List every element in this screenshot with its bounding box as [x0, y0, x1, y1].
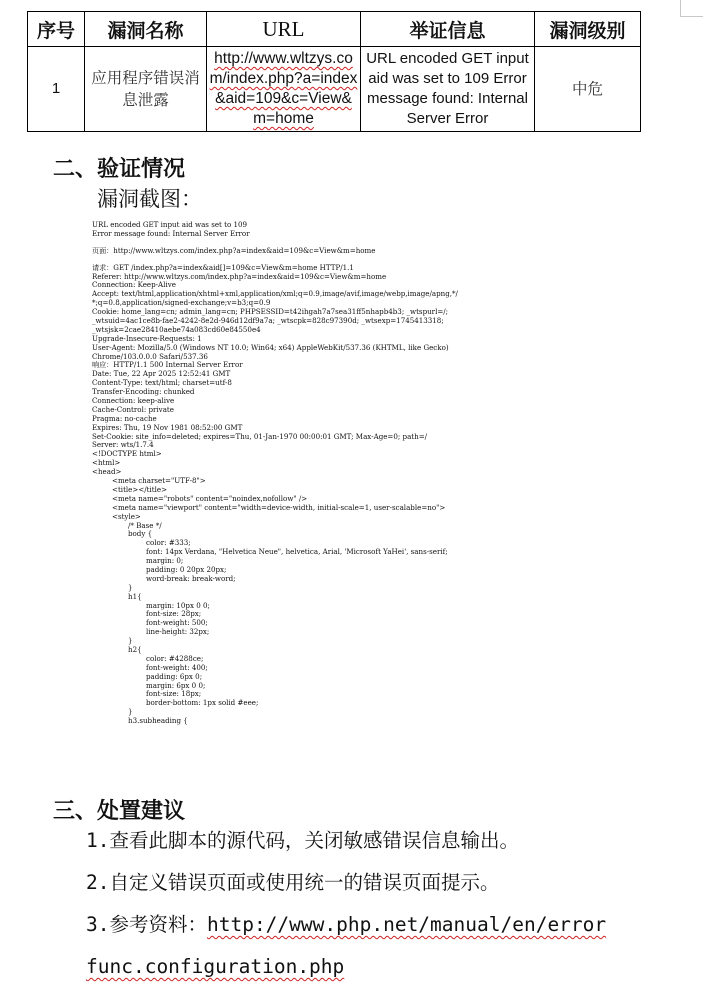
header-evidence: 举证信息 — [361, 12, 535, 47]
screenshot-text-line: Cookie: home_lang=cn; admin_lang=cn; PHPSESSID=t42ihgah7a7sea31ff5nhapb4b3; _wtspurl=/; — [92, 307, 449, 317]
screenshot-text-line: Accept: text/html,application/xhtml+xml,application/xml;q=0.9,image/avif,image/webp,image/apng,*/ — [92, 289, 458, 299]
screenshot-text-line: Error message found: Internal Server Error — [92, 228, 250, 238]
recommendation-item-3 — [86, 912, 606, 938]
cell-url — [207, 47, 361, 132]
cell-vuln-name: 应用程序错误消息泄露 — [85, 47, 207, 132]
cell-evidence: URL encoded GET input aid was set to 109 Error message found: Internal Server Error — [361, 47, 535, 132]
recommendation-item-3-prefix: 3.参考资料： — [86, 913, 207, 936]
vulnerability-screenshot — [92, 221, 662, 773]
screenshot-text-line: Content-Type: text/html; charset=utf-8 — [92, 378, 232, 388]
screenshot-text-line: Chrome/103.0.0.0 Safari/537.36 — [92, 351, 208, 361]
cell-index: 1 — [28, 47, 85, 132]
table-header-row — [28, 12, 641, 47]
screenshot-text-line: font-size: 18px; — [146, 689, 202, 699]
cell-level: 中危 — [535, 47, 641, 132]
header-vuln-name: 漏洞名称 — [85, 12, 207, 47]
screenshot-text-line: <title></title> — [112, 484, 168, 494]
screenshot-text-line: /* Base */ — [128, 520, 162, 530]
page-corner-mark — [680, 0, 703, 17]
screenshot-text-line: font-weight: 500; — [146, 618, 208, 628]
screenshot-text-line: margin: 10px 0 0; — [146, 600, 210, 610]
screenshot-text-line: body { — [128, 529, 153, 539]
screenshot-text-line: margin: 0; — [146, 556, 184, 566]
screenshot-text-line: Expires: Thu, 19 Nov 1981 08:52:00 GMT — [92, 422, 243, 432]
url-link[interactable]: http://www.wltzys.com/index.php?a=index&aid=109&c=View&m=home — [209, 50, 358, 127]
screenshot-text-line: color: #4288ce; — [146, 653, 204, 663]
screenshot-text-line: User-Agent: Mozilla/5.0 (Windows NT 10.0; Win64; x64) AppleWebKit/537.36 (KHTML, like Gecko) — [92, 342, 449, 352]
screenshot-text-line: <style> — [112, 511, 141, 521]
screenshot-text-line: *;q=0.8,application/signed-exchange;v=b3;q=0.9 — [92, 298, 271, 308]
screenshot-text-line: Date: Tue, 22 Apr 2025 12:52:41 GMT — [92, 369, 231, 379]
screenshot-text-line: Cache-Control: private — [92, 404, 174, 414]
screenshot-text-line: <meta name="viewport" content="width=device-width, initial-scale=1, user-scalable=no"> — [112, 502, 446, 512]
recommendation-item-1: 1.查看此脚本的源代码，关闭敏感错误信息输出。 — [86, 829, 519, 852]
screenshot-text-line: Upgrade-Insecure-Requests: 1 — [92, 333, 202, 343]
screenshot-text-line: border-bottom: 1px solid #eee; — [146, 698, 259, 708]
screenshot-text-line: h1{ — [128, 591, 142, 601]
screenshot-text-line: font-size: 28px; — [146, 609, 202, 619]
screenshot-text-line: } — [128, 582, 133, 592]
section-heading-verification: 二、验证情况 — [53, 156, 186, 182]
screenshot-text-line: Pragma: no-cache — [92, 413, 157, 423]
screenshot-text-line: word-break: break-word; — [146, 573, 236, 583]
screenshot-text-line: } — [128, 707, 133, 717]
header-level: 漏洞级别 — [535, 12, 641, 47]
screenshot-text-line: line-height: 32px; — [146, 627, 210, 637]
screenshot-text-line: } — [128, 636, 133, 646]
screenshot-text-line: 页面：http://www.wltzys.com/index.php?a=index&aid=109&c=View&m=home — [92, 245, 376, 255]
vulnerability-table — [27, 11, 641, 132]
screenshot-text-line: 响应：HTTP/1.1 500 Internal Server Error — [92, 360, 243, 370]
screenshot-subheading: 漏洞截图： — [97, 187, 202, 211]
screenshot-text-line: <head> — [92, 467, 122, 477]
screenshot-text-line: URL encoded GET input aid was set to 109 — [92, 221, 248, 229]
screenshot-text-line: <meta charset="UTF-8"> — [112, 476, 206, 486]
screenshot-text-line: _wtsjsk=2cae28410aebe74a083cd60e84550e4 — [92, 324, 261, 334]
header-index: 序号 — [28, 12, 85, 47]
screenshot-text-line: <!DOCTYPE html> — [92, 449, 162, 459]
screenshot-text-line: <meta name="robots" content="noindex,nofollow" /> — [112, 493, 308, 503]
screenshot-text-line: Set-Cookie: site_info=deleted; expires=Thu, 01-Jan-1970 00:00:01 GMT; Max-Age=0; path=/ — [92, 431, 428, 441]
reference-link[interactable]: http://www.php.net/manual/en/error — [206, 913, 607, 936]
screenshot-text-line: h2{ — [128, 644, 142, 654]
screenshot-text-line: font-weight: 400; — [146, 662, 208, 672]
screenshot-text-line: Referer: http://www.wltzys.com/index.php?a=index&aid=109&c=View&m=home — [92, 271, 387, 281]
header-url: URL — [207, 12, 361, 47]
screenshot-text-line: color: #333; — [146, 538, 191, 548]
screenshot-text-line: 请求：GET /index.php?a=index&aid[]=109&c=View&m=home HTTP/1.1 — [92, 262, 354, 272]
section-heading-recommendations: 三、处置建议 — [53, 798, 186, 824]
screenshot-text-line: margin: 6px 0 0; — [146, 680, 206, 690]
screenshot-text-line: font: 14px Verdana, "Helvetica Neue", helvetica, Arial, 'Microsoft YaHei', sans-serif; — [146, 547, 448, 557]
table-row — [28, 47, 641, 132]
screenshot-text-line: Connection: Keep-Alive — [92, 280, 176, 290]
reference-link-continued[interactable]: func.configuration.php — [86, 955, 345, 978]
screenshot-text-line: padding: 0 20px 20px; — [146, 564, 227, 574]
recommendation-item-2: 2.自定义错误页面或使用统一的错误页面提示。 — [86, 871, 500, 894]
recommendation-item-3-continued — [86, 954, 344, 980]
screenshot-text-line: Connection: keep-alive — [92, 396, 175, 406]
screenshot-text-line: Server: wts/1.7.4 — [92, 440, 154, 450]
screenshot-text-line: Transfer-Encoding: chunked — [92, 387, 195, 397]
screenshot-text-line: _wtsuid=4ac1ce8b-fae2-4242-8e2d-946d12df9a7a; _wtscpk=828c97390d; _wtsexp=1745413318; — [92, 316, 444, 326]
screenshot-text-line: padding: 6px 0; — [146, 671, 203, 681]
screenshot-text-line: h3.subheading { — [128, 716, 188, 726]
screenshot-text-line: <html> — [92, 458, 121, 468]
